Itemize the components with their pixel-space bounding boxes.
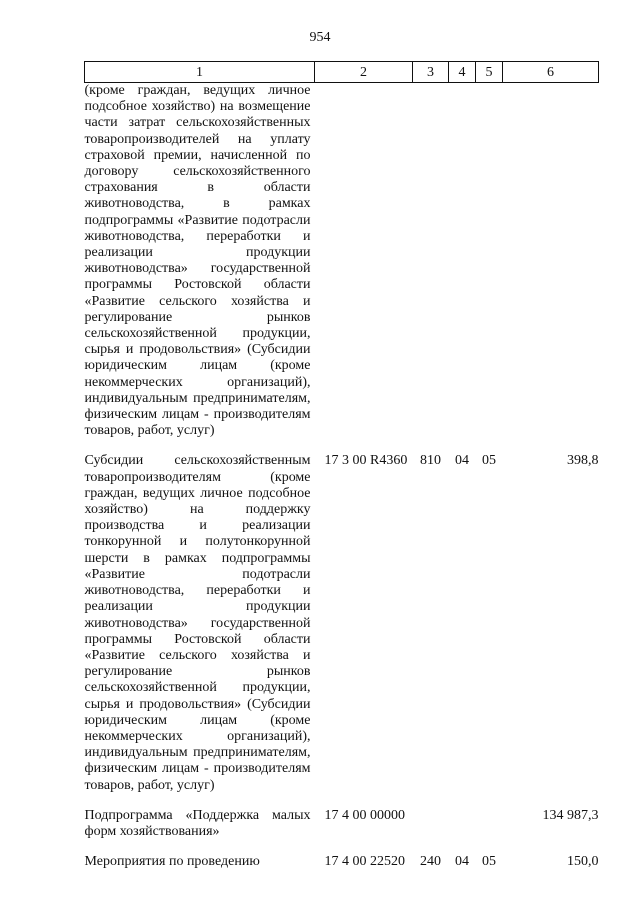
table-row (85, 453, 599, 793)
row-c4 (449, 808, 476, 840)
table-body (85, 83, 599, 871)
table-row (85, 854, 599, 870)
table-header (85, 62, 599, 83)
row-spacer (85, 794, 599, 808)
row-amount: 398,8 (567, 453, 599, 469)
row-c3: 810 (420, 453, 441, 469)
table-row (85, 83, 599, 440)
column-header-3: 3 (413, 62, 449, 83)
column-header-1: 1 (85, 62, 315, 83)
page-number: 954 (309, 30, 331, 45)
row-c3 (413, 808, 449, 840)
row-c5: 05 (482, 453, 496, 469)
table-row (85, 808, 599, 840)
row-code: 17 4 00 22520 (324, 854, 405, 870)
row-c4 (449, 83, 476, 440)
budget-table (84, 61, 599, 870)
row-c4: 04 (455, 453, 469, 469)
row-description: (кроме граждан, ведущих личное подсобное хозяйство) на возмещение части затрат сельскохозяйственных товаропроизводителей на уплату страховой премии, начисленной по договору сельскохозяйственного страхования в области животноводства, в рамках подпрограммы «Развитие подотрасли животноводства, переработки и реализации продукции животноводства» государственной программы Ростовской области «Развитие сельского хозяйства и регулирование рынков сельскохозяйственной продукции, сырья и продовольствия» (Субсидии юридическим лицам (кроме некоммерческих организаций), индивидуальным предпринимателям, физическим лицам - производителям товаров, работ, услуг) (84, 83, 311, 439)
row-c3 (413, 83, 449, 440)
column-header-5: 5 (476, 62, 503, 83)
row-amount (503, 83, 599, 440)
row-spacer (85, 840, 599, 854)
row-spacer (85, 439, 599, 453)
row-c5 (476, 83, 503, 440)
row-code: 17 3 00 R4360 (324, 453, 408, 469)
row-amount: 134 987,3 (542, 807, 599, 823)
row-description: Субсидии сельскохозяйственным товаропроизводителям (кроме граждан, ведущих личное подсобное хозяйство) на поддержку производства и реализации тонкорунной и полутонкорунной шерсти в рамках подпрограммы «Развитие подотрасли животноводства, переработки и реализации продукции животноводства» государственной программы Ростовской области «Развитие сельского хозяйства и регулирование рынков сельскохозяйственной продукции, сырья и продовольствия» (Субсидии юридическим лицам (кроме некоммерческих организаций), индивидуальным предпринимателям, физическим лицам - производителям товаров, работ, услуг) (84, 453, 311, 793)
row-code (315, 83, 413, 440)
row-description: Мероприятия по проведению (84, 854, 260, 870)
row-c4: 04 (455, 854, 469, 870)
column-header-6: 6 (503, 62, 599, 83)
row-c5 (476, 808, 503, 840)
row-c5: 05 (482, 854, 496, 870)
column-header-4: 4 (449, 62, 476, 83)
row-code: 17 4 00 00000 (324, 807, 405, 823)
row-amount: 150,0 (567, 854, 599, 870)
row-c3: 240 (420, 854, 441, 870)
column-header-2: 2 (315, 62, 413, 83)
header-row (85, 62, 599, 83)
row-description: Подпрограмма «Поддержка малых форм хозяйствования» (84, 807, 311, 839)
